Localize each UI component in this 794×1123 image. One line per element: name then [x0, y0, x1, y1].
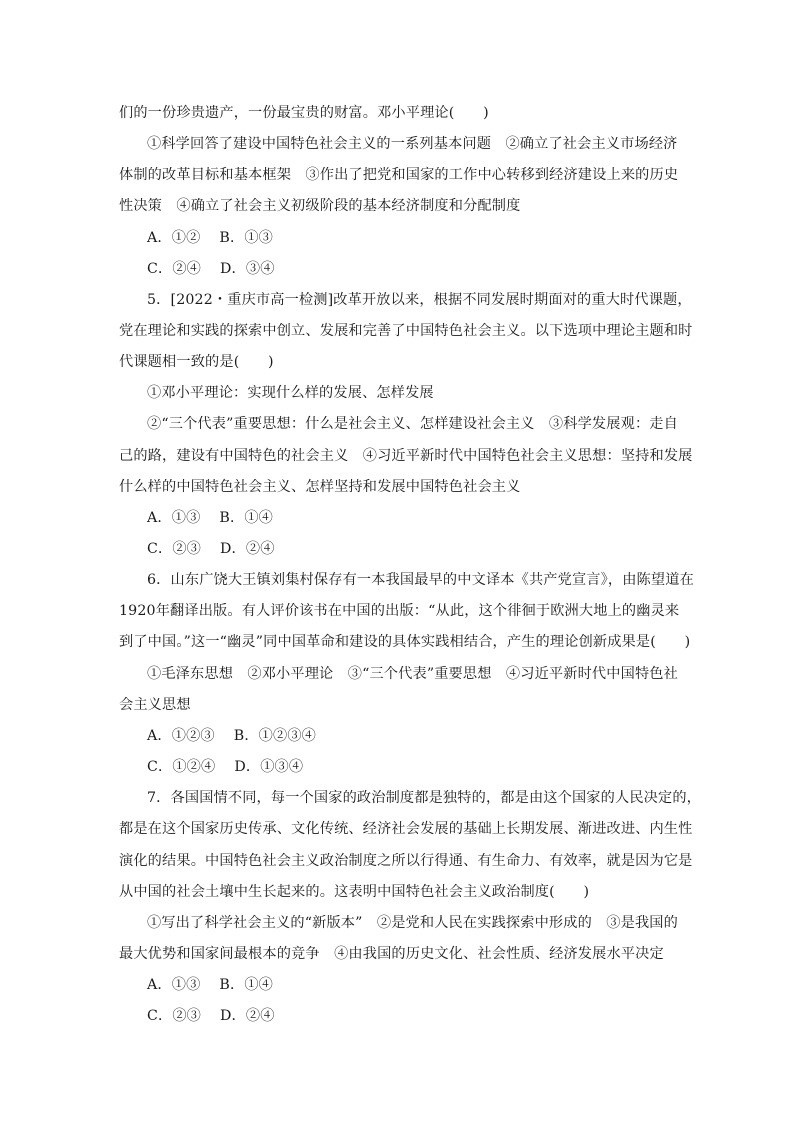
answer-options: C．②③ D．②④ — [147, 541, 275, 557]
answer-options: A．①③ B．①④ — [147, 977, 273, 993]
text-line: 性决策 ④确立了社会主义初级阶段的基本经济制度和分配制度 — [119, 198, 521, 214]
text-line: 1920年翻译出版。有人评价该书在中国的出版：“从此，这个徘徊于欧洲大地上的幽灵来 — [119, 603, 680, 619]
text-line: 会主义思想 — [119, 697, 191, 713]
text-line: 什么样的中国特色社会主义、怎样坚持和发展中国特色社会主义 — [119, 479, 521, 495]
text-line: 们的一份珍贵遗产，一份最宝贵的财富。邓小平理论( ) — [119, 105, 489, 121]
answer-options: A．①② B．①③ — [147, 230, 273, 246]
text-line: 到了中国。”这一“幽灵”同中国革命和建设的具体实践相结合，产生的理论创新成果是( ) — [119, 634, 691, 650]
text-line: ①邓小平理论：实现什么样的发展、怎样发展 — [147, 385, 434, 401]
text-line: ②“三个代表”重要思想：什么是社会主义、怎样建设社会主义 ③科学发展观：走自 — [147, 416, 678, 432]
text-line: 演化的结果。中国特色社会主义政治制度之所以行得通、有生命力、有效率，就是因为它是 — [119, 853, 693, 869]
answer-options: C．①②④ D．①③④ — [147, 759, 304, 775]
answer-options: A．①③ B．①④ — [147, 510, 273, 526]
text-line: ①科学回答了建设中国特色社会主义的一系列基本问题 ②确立了社会主义市场经济 — [147, 136, 678, 152]
text-line: ①写出了科学社会主义的“新版本” ②是党和人民在实践探索中形成的 ③是我国的 — [147, 915, 678, 931]
question-5-stem: 5．[2022・重庆市高一检测]改革开放以来，根据不同发展时期面对的重大时代课题， — [147, 292, 692, 308]
answer-options: A．①②③ B．①②③④ — [147, 728, 317, 744]
question-6-stem: 6．山东广饶大王镇刘集村保存有一本我国最早的中文译本《共产党宣言》，由陈望道在 — [147, 572, 694, 588]
text-line: 从中国的社会土壤中生长起来的。这表明中国特色社会主义政治制度( ) — [119, 884, 590, 900]
text-line: 都是在这个国家历史传承、文化传统、经济社会发展的基础上长期发展、渐进改进、内生性 — [119, 821, 693, 837]
text-line: 最大优势和国家间最根本的竞争 ④由我国的历史文化、社会性质、经济发展水平决定 — [119, 946, 664, 962]
question-7-stem: 7．各国国情不同，每一个国家的政治制度都是独特的，都是由这个国家的人民决定的， — [147, 790, 702, 806]
answer-options: C．②③ D．②④ — [147, 1008, 275, 1024]
text-line: 代课题相一致的是( ) — [119, 354, 274, 370]
text-line: 党在理论和实践的探索中创立、发展和完善了中国特色社会主义。以下选项中理论主题和时 — [119, 323, 693, 339]
text-line: ①毛泽东思想 ②邓小平理论 ③“三个代表”重要思想 ④习近平新时代中国特色社 — [147, 666, 678, 682]
text-line: 己的路，建设有中国特色的社会主义 ④习近平新时代中国特色社会主义思想：坚持和发展 — [119, 448, 693, 464]
answer-options: C．②④ D．③④ — [147, 261, 275, 277]
text-line: 体制的改革目标和基本框架 ③作出了把党和国家的工作中心转移到经济建设上来的历史 — [119, 167, 679, 183]
